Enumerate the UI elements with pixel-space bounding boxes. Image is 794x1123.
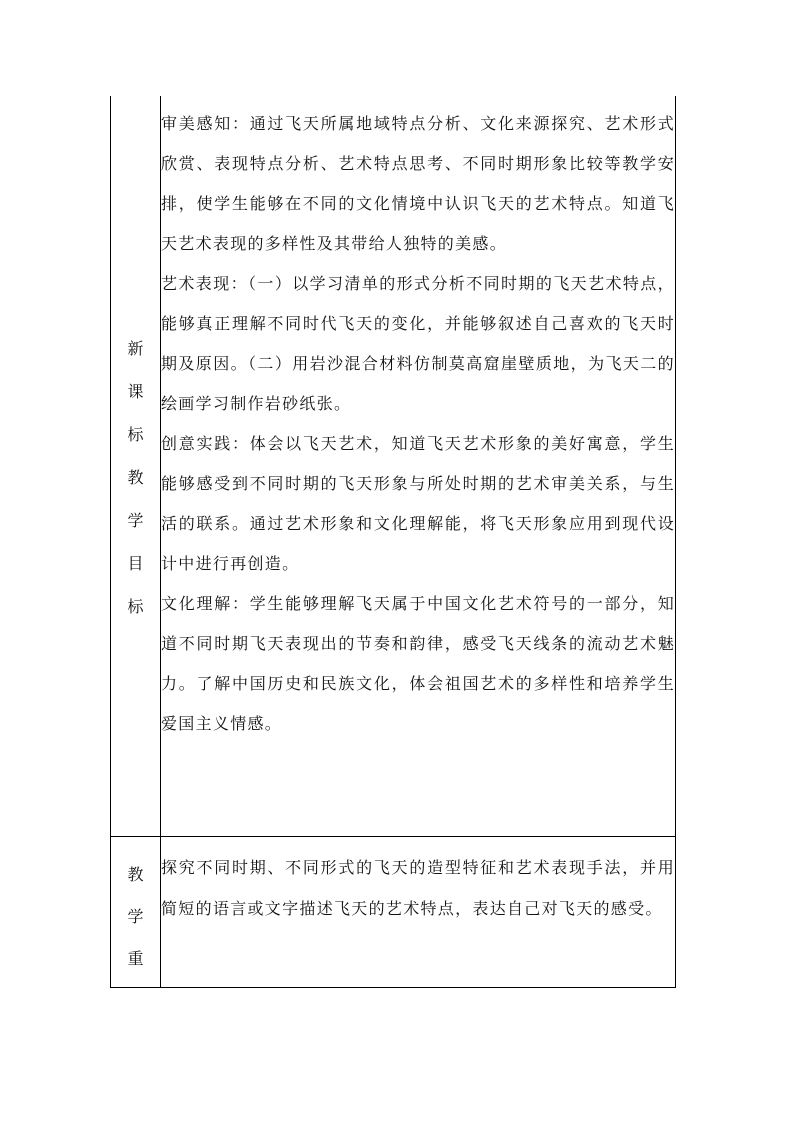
teaching-goals-label — [111, 96, 160, 617]
teaching-focus-label-cell — [111, 837, 161, 988]
artistic-expression-paragraph: 艺术表现：（一）以学习清单的形式分析不同时期的飞天艺术特点，能够真正理解不同时代飞天的变化，并能够叙述自己喜欢的飞天时期及原因。（二）用岩沙混合材料仿制莫高窟崖壁质地，为飞天二的绘画学习制作岩砂纸张。 — [161, 274, 675, 413]
label-char: 学 — [127, 511, 144, 530]
label-char: 目 — [127, 554, 144, 573]
teaching-focus-content — [161, 837, 675, 987]
teaching-focus-label — [111, 837, 160, 969]
label-char: 标 — [127, 425, 144, 444]
lesson-plan-table — [110, 96, 676, 988]
teaching-focus-paragraph: 探究不同时期、不同形式的飞天的造型特征和艺术表现手法，并用简短的语言或文字描述飞天的艺术特点，表达自己对飞天的感受。 — [161, 858, 675, 918]
label-char: 重 — [127, 949, 144, 968]
label-char: 标 — [127, 597, 144, 616]
teaching-goals-label-cell — [111, 96, 161, 837]
label-char: 教 — [127, 865, 144, 884]
cultural-understanding-paragraph: 文化理解：学生能够理解飞天属于中国文化艺术符号的一部分，知道不同时期飞天表现出的节奏和韵律，感受飞天线条的流动艺术魅力。了解中国历史和民族文化，体会祖国艺术的多样性和培养学生爱国主义情感。 — [161, 594, 675, 733]
teaching-goals-content — [161, 96, 675, 836]
teaching-focus-row — [111, 837, 676, 988]
teaching-focus-content-cell — [161, 837, 676, 988]
creative-practice-paragraph: 创意实践：体会以飞天艺术，知道飞天艺术形象的美好寓意，学生能够感受到不同时期的飞天形象与所处时期的艺术审美关系，与生活的联系。通过艺术形象和文化理解能，将飞天形象应用到现代设计中进行再创造。 — [161, 434, 675, 573]
label-char: 课 — [127, 382, 144, 401]
teaching-goals-row — [111, 96, 676, 837]
teaching-goals-content-cell — [161, 96, 676, 837]
aesthetic-perception-paragraph: 审美感知：通过飞天所属地域特点分析、文化来源探究、艺术形式欣赏、表现特点分析、艺术特点思考、不同时期形象比较等教学安排，使学生能够在不同的文化情境中认识飞天的艺术特点。知道飞天艺术表现的多样性及其带给人独特的美感。 — [161, 114, 675, 253]
label-char: 新 — [127, 339, 144, 358]
label-char: 教 — [127, 468, 144, 487]
label-char: 学 — [127, 907, 144, 926]
